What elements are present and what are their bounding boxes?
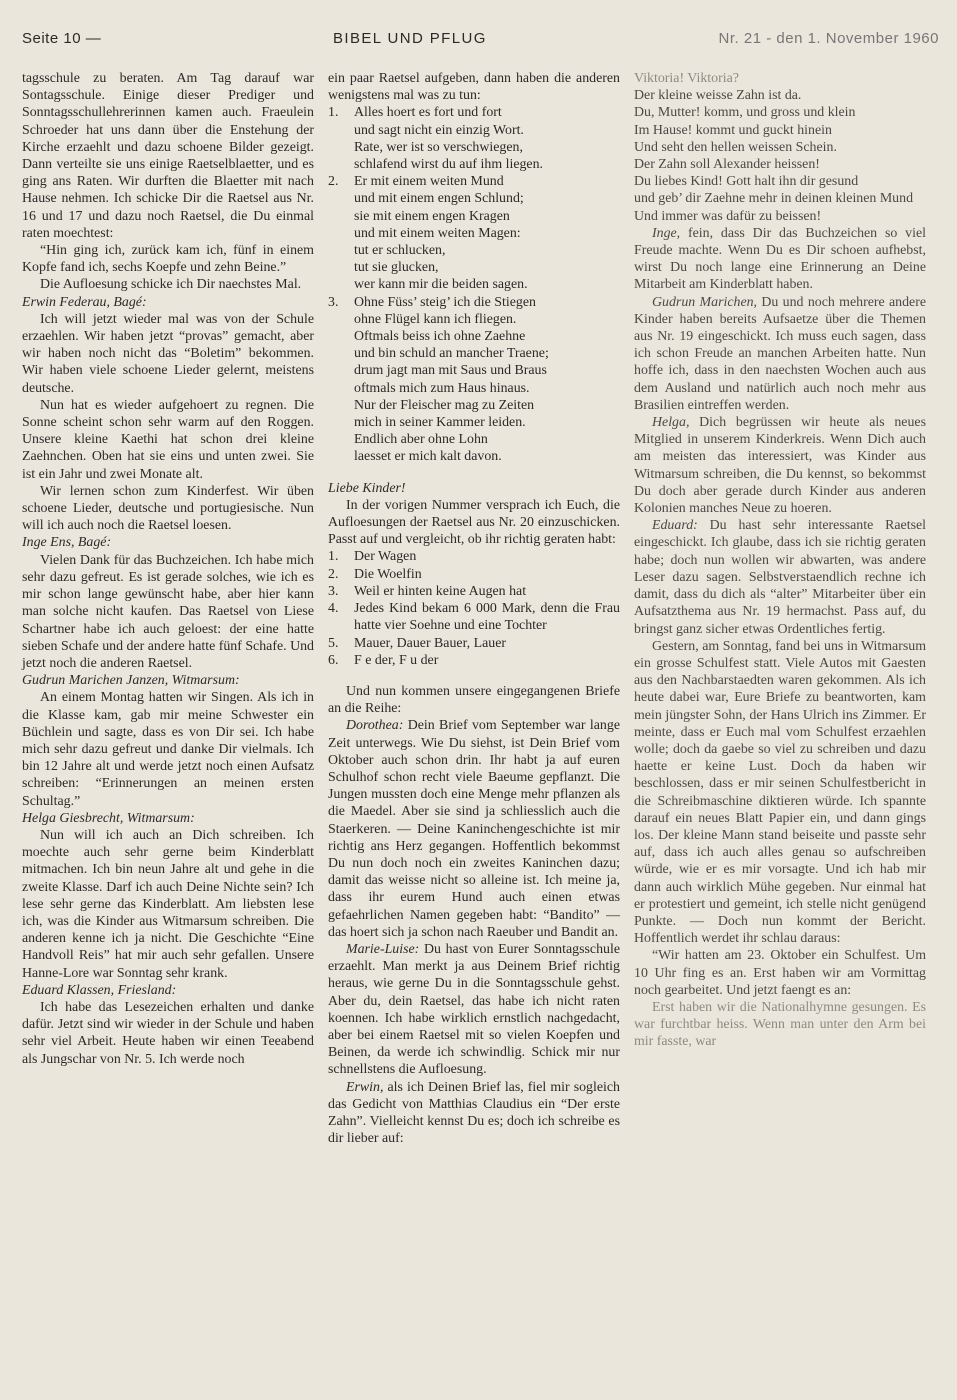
letter-signature: Inge Ens, Bagé:: [22, 535, 112, 551]
answer-item: [328, 600, 620, 634]
poem-line: Und immer was dafür zu beissen!: [634, 208, 822, 224]
riddle-line: und mit einem weiten Magen:: [354, 225, 521, 241]
riddle-text: [354, 104, 620, 173]
paragraph: Gestern, am Sonntag, fand bei uns in Witmarsum ein grosse Schulfest statt. Viele Autos mit Gaesten aus den Nachbarstaedten waren gekommen. Als ich heute dabei war, Eure Briefe zu beantworten, kam mein jüngster Sohn, der Hans Ulrich ins Zimmer. Er meinte, dass er Euch mal vom Schulfest erzaehlen wolle; doch da gaebe so viel zu schreiben und dazu haette er keine Lust. Doch da haben wir beschlossen, dass er mir seinen Schulfestbericht in die Schreibmaschine diktieren würde. Ich spannte darauf ein neues Blatt Papier ein, und dann gings los. Der kleine Mann stand beiseite und passte sehr auf, dass ich auch alles genau so aufschreiben würde, wie er es mir vorsagte. Und ich hab mir dann auch wirklich Mühe gegeben. Nur einmal hat er protestiert und gemeint, ich stelle nicht genügend Punkte. — Doch nun kommt der Bericht. Hoffentlich werdet ihr schlau daraus:: [634, 638, 926, 947]
answers-intro: In der vorigen Nummer versprach ich Euch, die Aufloesungen der Raetsel aus Nr. 20 einzuschicken. Passt auf und vergleicht, ob ihr richtig geraten habt:: [328, 497, 620, 548]
paragraph: Nun will ich auch an Dich schreiben. Ich moechte auch sehr gerne beim Kinderblatt mitmachen. Ich bin neun Jahre alt und gehe in die zweite Klasse. Darf ich auch Deine Nichte sein? Ich lese sehr gerne das Kinderblatt. Am liebsten lese ich, was die Kinder aus Witmarsum schreiben. Die anderen kenne ich ja nicht. Die Geschichte “Eine Handvoll Reis” hat mir auch sehr gefallen. Unsere Hanne-Lore war Sonntag sehr krank.: [22, 827, 314, 981]
riddle-line: drum jagt man mit Saus und Braus: [354, 363, 547, 379]
riddle-list: [328, 104, 620, 465]
poem-line: Du, Mutter! komm, und gross und klein: [634, 105, 856, 121]
addressee-name: Dorothea:: [346, 718, 404, 734]
answer-number: 6.: [328, 652, 339, 668]
poem-line: Im Hause! kommt und guckt hinein: [634, 122, 832, 138]
answer-text: Jedes Kind bekam 6 000 Mark, denn die Frau hatte vier Soehne und eine Tochter: [354, 601, 620, 634]
riddle-line: ohne Flügel kann ich fliegen.: [354, 311, 517, 327]
paragraph: Inge, fein, dass Dir das Buchzeichen so viel Freude machte. Wenn Du es Dir schoen aufhebst, wirst Du noch lange eine Erinnerung an Deine Mitarbeit am Kinderblatt haben.: [634, 225, 926, 293]
riddle-line: wer kann mir die beiden sagen.: [354, 277, 528, 293]
riddle-line: und mit einem engen Schlund;: [354, 191, 524, 207]
letters-replies-continued: [634, 225, 926, 1051]
paragraph: Ich habe das Lesezeichen erhalten und danke dafür. Jetzt sind wir wieder in der Schule und haben sehr viel Arbeit. Heute haben wir einen Teeabend als Jungschar von Nr. 5. Ich werde noch: [22, 999, 314, 1067]
poem-line: Der Zahn soll Alexander heissen!: [634, 157, 820, 173]
addressee-name: Gudrun Marichen,: [652, 294, 758, 310]
paragraph: Helga, Dich begrüssen wir heute als neues Mitglied in unserem Kinderkreis. Wenn Dich auch am meisten das interessiert, was Kinder aus Witmarsum schreiben, die Du kennst, so bekommst Du doch aber gerade durch Kinder aus anderen Kolonien manches Neue zu hoeren.: [634, 415, 926, 517]
addressee-name: Helga,: [652, 415, 690, 431]
paragraph: “Hin ging ich, zurück kam ich, fünf in einem Kopfe fand ich, sechs Koepfe und zehn Beine.”: [22, 243, 314, 276]
letter-signature: Erwin Federau, Bagé:: [22, 294, 147, 310]
paragraph: An einem Montag hatten wir Singen. Als ich in die Klasse kam, gab mir meine Schwester ein Büchlein und sagte, dass es von Dir sei. Ich habe mich sehr dazu gefreut und danke Dir vielmals. Ich bin 12 Jahre alt und werde jetzt noch einen Aufsatz schreiben: “Erinnerungen an meinen ersten Schultag.”: [22, 690, 314, 809]
addressee-name: Inge,: [652, 225, 681, 241]
riddle-line: Endlich aber ohne Lohn: [354, 432, 488, 448]
answer-number: 1.: [328, 549, 339, 565]
riddle-number: 3.: [328, 294, 339, 310]
riddle-line: tut er schlucken,: [354, 243, 446, 259]
paragraph: Marie-Luise: Du hast von Eurer Sonntagsschule erzaehlt. Man merkt ja aus Deinem Brief richtig heraus, wie gerne Du in die Sonntagsschule gehst. Aber du, dein Raetsel, das habe ich nicht raten koennen. Ich habe wirklich ernstlich nachgedacht, aber bei einem Raetsel mit so vielen Koepfen und Beinen, da werde ich schwindlig. Schick mir nur schnellstens die Aufloesung.: [328, 941, 620, 1078]
letter-signature: Eduard Klassen, Friesland:: [22, 982, 177, 998]
columns: [22, 70, 939, 1147]
letter-signature: Gudrun Marichen Janzen, Witmarsum:: [22, 673, 240, 689]
riddle-line: Nur der Fleischer mag zu Zeiten: [354, 397, 535, 413]
column-1: [22, 70, 314, 1147]
paragraph: Eduard: Du hast sehr interessante Raetsel eingeschickt. Ich glaube, dass ich sie richtig geraten habe; doch nun wollen wir abwarten, was andere Leser dazu sagen. Selbstverstaendlich rechne ich damit, dass du dich als “alter” Mitarbeiter über ein Aufsatzthema aus Nr. 19 hermachst. Pass auf, du bringst ganz sicher etwas Ordentliches fertig.: [634, 518, 926, 637]
column-3: [634, 70, 926, 1147]
answer-item: [328, 652, 620, 669]
riddle-line: Alles hoert es fort und fort: [354, 105, 502, 121]
answer-list: [328, 548, 620, 668]
answer-item: [328, 583, 620, 600]
paragraph: Nun hat es wieder aufgehoert zu regnen. Die Sonne scheint schon sehr warm auf den Roggen. Unsere kleine Kaethi hat schon drei kleine Zaehnchen. Oben hat sie eins und unten zwei. Sie ist ein Jahr und zwei Monate alt.: [22, 397, 314, 482]
riddle-line: und sagt nicht ein einzig Wort.: [354, 122, 524, 138]
answer-number: 5.: [328, 635, 339, 651]
paragraph: “Wir hatten am 23. Oktober ein Schulfest. Um 10 Uhr fing es an. Erst haben wir am Vormittag noch gearbeitet. Und jetzt faengt es an:: [634, 948, 926, 998]
answer-text: Weil er hinten keine Augen hat: [354, 583, 527, 599]
poem-line: Und seht den hellen weissen Schein.: [634, 139, 837, 155]
riddle-line: schlafend wirst du auf ihm liegen.: [354, 157, 544, 173]
riddle: [328, 104, 620, 173]
answer-item: [328, 635, 620, 652]
riddle-line: laesset er mich kalt davon.: [354, 449, 502, 465]
riddle: [328, 294, 620, 466]
riddle-line: tut sie glucken,: [354, 260, 439, 276]
riddle-line: Er mit einem weiten Mund: [354, 174, 504, 190]
letters-replies: [328, 683, 620, 1147]
riddle-line: und bin schuld an mancher Traene;: [354, 346, 549, 362]
publication-title: BIBEL UND PFLUG: [332, 30, 487, 47]
paragraph: Gudrun Marichen, Du und noch mehrere andere Kinder haben bereits Aufsaetze über die Themen aus Nr. 19 eingeschickt. Ich muss euch sagen, dass ich schon Freude an manchen Arbeiten hatte. Nun hoffe ich, dass in den naechsten Wochen auch aus dem Ausland und natürlich auch noch mehr aus Brasilien eintreffen werden.: [634, 294, 927, 413]
paragraph: Wir lernen schon zum Kinderfest. Wir üben schoene Lieder, deutsche und portugiesische. Nun will ich auch noch die Raetsel loesen.: [22, 483, 314, 534]
answer-number: 4.: [328, 601, 339, 617]
poem: [634, 70, 926, 225]
paragraph: Dorothea: Dein Brief vom September war lange Zeit unterwegs. Wie Du siehst, ist Dein Brief vom Oktober auch schon drin. Ihr habt ja auf euren Schulhof schon recht viele Baeume gepflanzt. Die Jungen mussten doch eine Menge mehr pflanzen als die Maedel. Aber sie sind ja schliesslich auch die Staerkeren. — Deine Kaninchengeschichte ist mir richtig ans Herz gegangen. Hoffentlich bekommst Du nun doch noch ein zweites Kaninchen dazu; damit das weisse nicht so alleine ist. Ich meine ja, dass ihr eurem Hund auch einen etwas gefaehrlichen Namen gegeben habt: “Bandito” — das hoert sich ja schon nach Raeuber und Bandit an.: [328, 718, 620, 940]
paragraph: Die Aufloesung schicke ich Dir naechstes Mal.: [40, 277, 302, 293]
addressee-name: Erwin,: [346, 1079, 384, 1095]
riddle-line: Ohne Füss’ steig’ ich die Stiegen: [354, 294, 536, 310]
page-header: [22, 30, 939, 56]
poem-line: und geb’ dir Zaehne mehr in deinen kleinen Mund: [634, 191, 914, 207]
letter-signature: Helga Giesbrecht, Witmarsum:: [22, 810, 195, 826]
answer-text: Die Woelfin: [354, 566, 422, 582]
addressee-name: Eduard:: [652, 518, 698, 534]
answer-number: 3.: [328, 583, 339, 599]
riddle-line: oftmals mich zum Haus hinaus.: [354, 380, 530, 396]
poem-line: Viktoria! Viktoria?: [634, 71, 739, 86]
answer-number: 2.: [328, 566, 339, 582]
answer-text: Der Wagen: [354, 549, 417, 565]
riddle: [328, 173, 620, 293]
page-number: Seite 10 —: [22, 30, 102, 47]
addressee-name: Marie-Luise:: [346, 941, 420, 957]
greeting: Liebe Kinder!: [328, 480, 406, 496]
paragraph: Ich will jetzt wieder mal was von der Schule erzaehlen. Wir haben jetzt “provas” gemacht, aber wir haben noch nicht das “Boletim” bekommen. Wir haben viele schoene Lieder gelernt, meistens deutsche.: [22, 311, 314, 396]
riddle-intro: ein paar Raetsel aufgeben, dann haben die anderen wenigstens mal was zu tun:: [328, 71, 620, 104]
paragraph: Erst haben wir die Nationalhymne gesungen. Es war furchtbar heiss. Wenn man unter den Arm bei mir fasste, war: [634, 999, 926, 1050]
answer-text: F e der, F u der: [354, 652, 439, 668]
poem-line: Der kleine weisse Zahn ist da.: [634, 88, 802, 104]
riddle-text: [354, 294, 620, 466]
paragraph: Erwin, als ich Deinen Brief las, fiel mir sogleich das Gedicht von Matthias Claudius ein “Der erste Zahn”. Vielleicht kennst Du es; doch ich schreibe es dir lieber auf:: [328, 1079, 620, 1147]
riddle-line: mich in seiner Kammer leiden.: [354, 415, 526, 431]
issue-date: Nr. 21 - den 1. November 1960: [718, 30, 939, 47]
riddle-line: Rate, wer ist so verschwiegen,: [354, 139, 523, 155]
riddle-number: 1.: [328, 105, 339, 121]
riddle-text: [354, 173, 620, 293]
paragraph: Und nun kommen unsere eingegangenen Briefe an die Reihe:: [328, 683, 620, 717]
riddle-number: 2.: [328, 174, 339, 190]
column-2: [328, 70, 620, 1147]
answer-item: [328, 566, 620, 583]
answer-text: Mauer, Dauer Bauer, Lauer: [354, 635, 506, 651]
answer-item: [328, 548, 620, 565]
riddle-line: sie mit einem engen Kragen: [354, 208, 510, 224]
paragraph: tagsschule zu beraten. Am Tag darauf war Sontagsschule. Einige dieser Prediger und Sonntagsschullehrerinnen kamen auch. Fraeulein Schroeder hat uns dann über die Enstehung der Kirche erzaehlt und dazu schoene Bilder gezeigt. Dann verteilte sie uns einige Raetselblaetter, und es ging ans Raten. Wir durften die Blaetter mit nach Hause nehmen. Ich schicke Dir die Raetsel aus Nr. 16 und 17 und dazu noch Raetsel, die Du einmal raten moechtest:: [22, 71, 314, 241]
riddle-line: Oftmals beiss ich ohne Zaehne: [354, 329, 526, 345]
poem-line: Du liebes Kind! Gott halt ihn dir gesund: [634, 174, 859, 190]
paragraph: Vielen Dank für das Buchzeichen. Ich habe mich sehr dazu gefreut. Es ist gerade solches, wie ich es mir schon lange gewünscht habe, aber hier kann man solche nicht kaufen. Das Raetsel von Liese Schartner habe ich auch geloest: der eine hatte sieben Schafe und der andere hatte fünf Schafe. Und jetzt noch die anderen Raetsel.: [22, 552, 314, 671]
